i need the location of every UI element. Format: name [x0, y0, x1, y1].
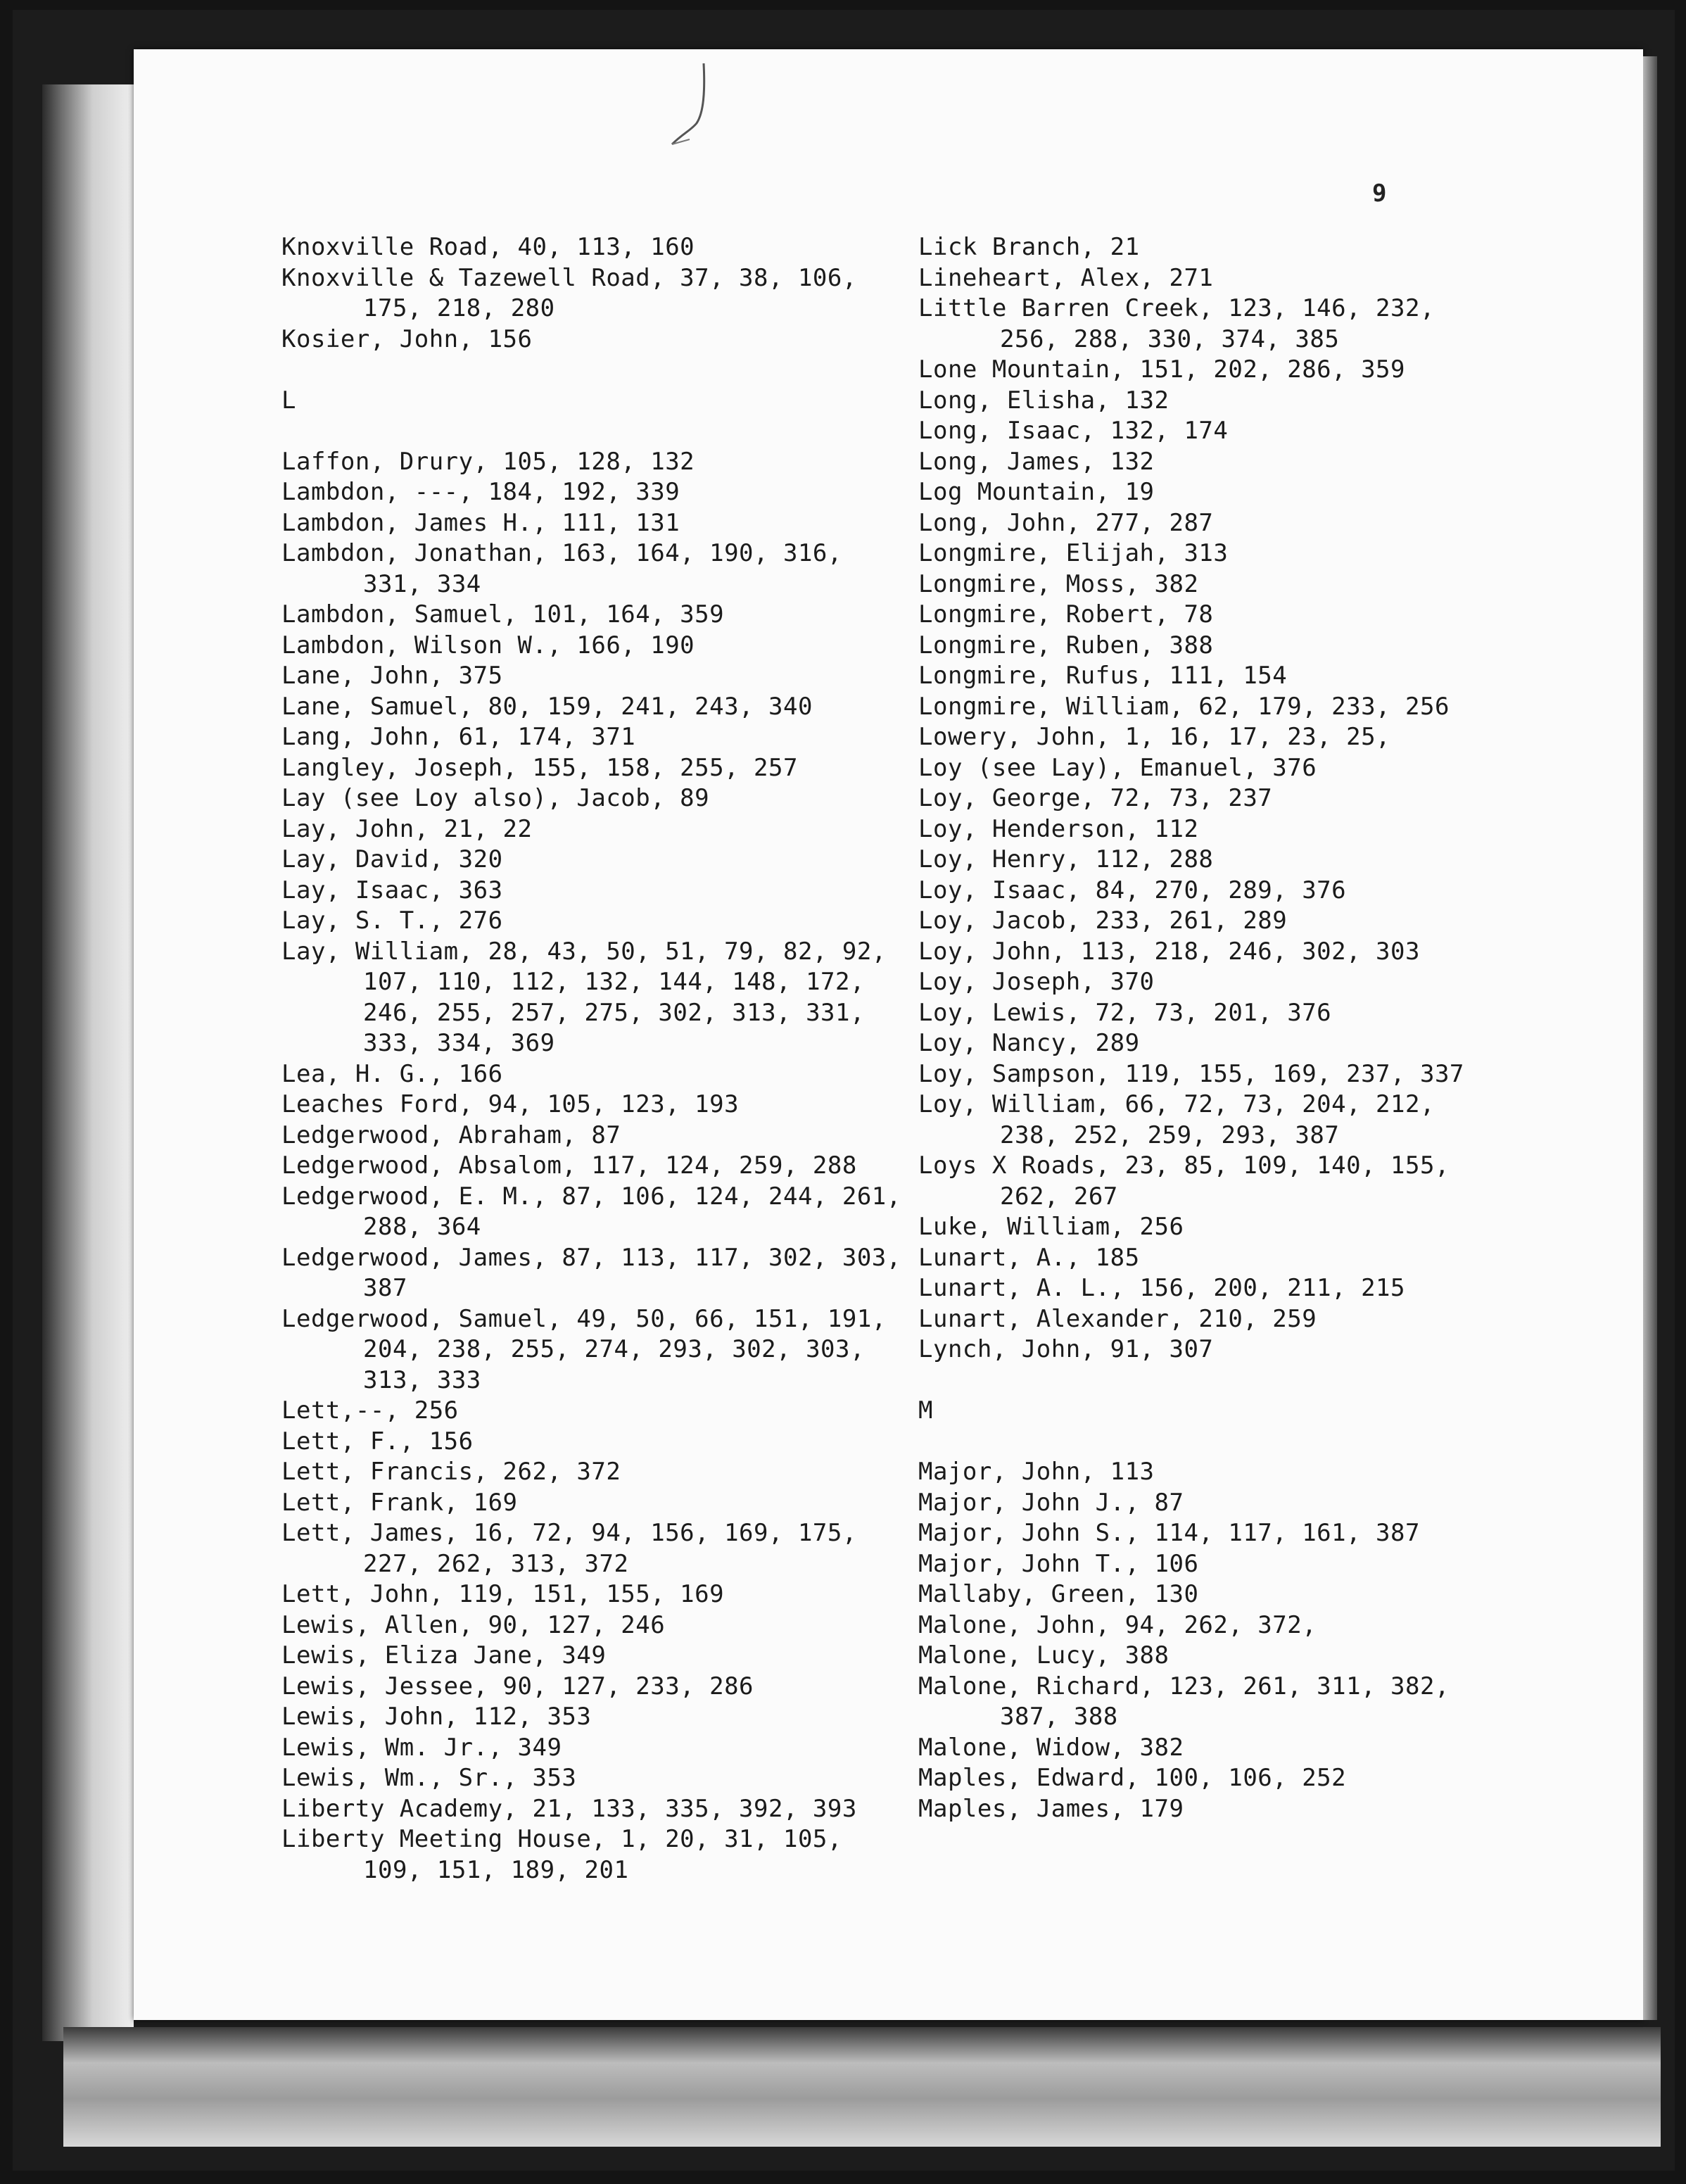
index-entry: Lambdon, Samuel, 101, 164, 359 — [281, 600, 725, 629]
index-entry: Lay (see Loy also), Jacob, 89 — [281, 784, 710, 812]
index-entry: Kosier, John, 156 — [281, 324, 533, 353]
index-entry: Lowery, John, 1, 16, 17, 23, 25, — [918, 723, 1391, 751]
index-entry: Loy, Lewis, 72, 73, 201, 376 — [918, 998, 1332, 1027]
index-entry: Major, John S., 114, 117, 161, 387 — [918, 1519, 1420, 1547]
index-entry: Ledgerwood, James, 87, 113, 117, 302, 303, 387 — [281, 1243, 901, 1302]
index-entry: Longmire, Moss, 382 — [918, 569, 1199, 598]
index-entry: Loy, George, 72, 73, 237 — [918, 784, 1273, 812]
index-entry: Loy, Henderson, 112 — [918, 814, 1199, 843]
index-entry: Maples, James, 179 — [918, 1794, 1184, 1823]
index-entry: Malone, Richard, 123, 261, 311, 382, 387, 388 — [918, 1672, 1450, 1731]
index-entry: Major, John, 113 — [918, 1458, 1155, 1486]
index-entry: Lambdon, ---, 184, 192, 339 — [281, 478, 680, 506]
index-entry: Lett, Frank, 169 — [281, 1488, 518, 1517]
index-entry: Lambdon, Jonathan, 163, 164, 190, 316, 331, 334 — [281, 539, 842, 598]
index-entry: Lay, John, 21, 22 — [281, 814, 533, 843]
index-entry: Ledgerwood, Abraham, 87 — [281, 1121, 621, 1149]
index-entry: Longmire, Ruben, 388 — [918, 631, 1214, 659]
section-spacer — [281, 416, 915, 447]
index-entry: Longmire, Elijah, 313 — [918, 539, 1229, 567]
index-entry: Loy, Isaac, 84, 270, 289, 376 — [918, 876, 1347, 904]
index-entry: Loy, Jacob, 233, 261, 289 — [918, 907, 1288, 935]
index-entry: Lunart, Alexander, 210, 259 — [918, 1304, 1317, 1333]
index-entry: Lambdon, James H., 111, 131 — [281, 508, 680, 537]
index-entry: Lett, John, 119, 151, 155, 169 — [281, 1580, 725, 1608]
index-entry: Lea, H. G., 166 — [281, 1059, 503, 1088]
pencil-mark — [661, 63, 725, 155]
index-entry: Lay, Isaac, 363 — [281, 876, 503, 904]
index-entry: Lewis, Allen, 90, 127, 246 — [281, 1610, 666, 1639]
index-entry: Maples, Edward, 100, 106, 252 — [918, 1764, 1347, 1792]
index-entry: Mallaby, Green, 130 — [918, 1580, 1199, 1608]
index-entry: Laffon, Drury, 105, 128, 132 — [281, 447, 695, 476]
index-entry: Lang, John, 61, 174, 371 — [281, 723, 636, 751]
index-entry: Malone, Lucy, 388 — [918, 1641, 1170, 1669]
section-letter-heading: L — [281, 386, 296, 415]
index-entry: Lay, S. T., 276 — [281, 907, 503, 935]
index-entry: Lick Branch, 21 — [918, 233, 1140, 261]
index-column-right — [918, 232, 1474, 1824]
binding-shadow — [42, 84, 134, 2041]
index-entry: Little Barren Creek, 123, 146, 232, 256, 288, 330, 374, 385 — [918, 294, 1435, 353]
index-entry: Lett, Francis, 262, 372 — [281, 1458, 621, 1486]
index-entry: Loy, Sampson, 119, 155, 169, 237, 337 — [918, 1059, 1464, 1088]
index-entry: Leaches Ford, 94, 105, 123, 193 — [281, 1090, 740, 1118]
index-entry: Knoxville & Tazewell Road, 37, 38, 106, 175, 218, 280 — [281, 263, 857, 322]
index-entry: Loy, William, 66, 72, 73, 204, 212, 238, 252, 259, 293, 387 — [918, 1090, 1435, 1149]
index-entry: Lay, William, 28, 43, 50, 51, 79, 82, 92, 107, 110, 112, 132, 144, 148, 172, 246, 255, 257, 275, 302, 313, 331, 333, 334, 369 — [281, 937, 887, 1057]
index-entry: Longmire, William, 62, 179, 233, 256 — [918, 692, 1450, 721]
index-entry: Lynch, John, 91, 307 — [918, 1335, 1214, 1363]
index-entry: Long, Isaac, 132, 174 — [918, 417, 1229, 445]
index-entry: Lay, David, 320 — [281, 845, 503, 873]
index-entry: Longmire, Rufus, 111, 154 — [918, 662, 1288, 690]
index-entry: Lett, F., 156 — [281, 1427, 474, 1456]
index-entry: Liberty Academy, 21, 133, 335, 392, 393 — [281, 1794, 857, 1823]
index-entry: Lewis, Wm., Sr., 353 — [281, 1764, 577, 1792]
section-spacer — [281, 355, 915, 386]
index-entry: Lett, James, 16, 72, 94, 156, 169, 175, 227, 262, 313, 372 — [281, 1519, 857, 1578]
bottom-page-edge — [63, 2027, 1661, 2147]
index-entry: Lane, Samuel, 80, 159, 241, 243, 340 — [281, 692, 813, 721]
index-entry: Langley, Joseph, 155, 158, 255, 257 — [281, 753, 798, 782]
index-entry: Longmire, Robert, 78 — [918, 600, 1214, 629]
section-letter-heading: M — [918, 1396, 933, 1425]
index-entry: Lewis, Wm. Jr., 349 — [281, 1733, 562, 1762]
page-right-edge — [1643, 56, 1657, 2020]
index-entry: Lunart, A. L., 156, 200, 211, 215 — [918, 1274, 1406, 1302]
index-entry: Loys X Roads, 23, 85, 109, 140, 155, 262, 267 — [918, 1151, 1450, 1211]
index-entry: Liberty Meeting House, 1, 20, 31, 105, 109, 151, 189, 201 — [281, 1825, 842, 1884]
index-entry: Major, John T., 106 — [918, 1549, 1199, 1578]
index-entry: Major, John J., 87 — [918, 1488, 1184, 1517]
index-entry: Loy (see Lay), Emanuel, 376 — [918, 753, 1317, 782]
index-entry: Lewis, Eliza Jane, 349 — [281, 1641, 607, 1669]
page-number: 9 — [1372, 179, 1387, 208]
index-entry: Lett,--, 256 — [281, 1396, 459, 1425]
index-entry: Ledgerwood, E. M., 87, 106, 124, 244, 261, 288, 364 — [281, 1182, 901, 1241]
section-spacer — [918, 1427, 1474, 1458]
index-entry: Lane, John, 375 — [281, 662, 503, 690]
section-spacer — [918, 1365, 1474, 1396]
index-entry: Lambdon, Wilson W., 166, 190 — [281, 631, 695, 659]
index-entry: Loy, Nancy, 289 — [918, 1029, 1140, 1057]
index-entry: Log Mountain, 19 — [918, 478, 1155, 506]
index-entry: Long, James, 132 — [918, 447, 1155, 476]
index-entry: Luke, William, 256 — [918, 1213, 1184, 1241]
index-entry: Lewis, Jessee, 90, 127, 233, 286 — [281, 1672, 754, 1700]
index-entry: Lunart, A., 185 — [918, 1243, 1140, 1272]
index-entry: Malone, Widow, 382 — [918, 1733, 1184, 1762]
index-column-left — [281, 232, 915, 1886]
index-entry: Lone Mountain, 151, 202, 286, 359 — [918, 355, 1406, 384]
index-entry: Long, John, 277, 287 — [918, 508, 1214, 537]
index-entry: Lineheart, Alex, 271 — [918, 263, 1214, 292]
index-entry: Ledgerwood, Samuel, 49, 50, 66, 151, 191, 204, 238, 255, 274, 293, 302, 303, 313, 333 — [281, 1304, 887, 1394]
index-entry: Lewis, John, 112, 353 — [281, 1703, 592, 1731]
index-entry: Ledgerwood, Absalom, 117, 124, 259, 288 — [281, 1151, 857, 1180]
index-entry: Loy, Joseph, 370 — [918, 968, 1155, 996]
index-entry: Malone, John, 94, 262, 372, — [918, 1610, 1317, 1639]
index-entry: Loy, John, 113, 218, 246, 302, 303 — [918, 937, 1420, 966]
index-entry: Long, Elisha, 132 — [918, 386, 1170, 415]
index-entry: Loy, Henry, 112, 288 — [918, 845, 1214, 873]
index-entry: Knoxville Road, 40, 113, 160 — [281, 233, 695, 261]
